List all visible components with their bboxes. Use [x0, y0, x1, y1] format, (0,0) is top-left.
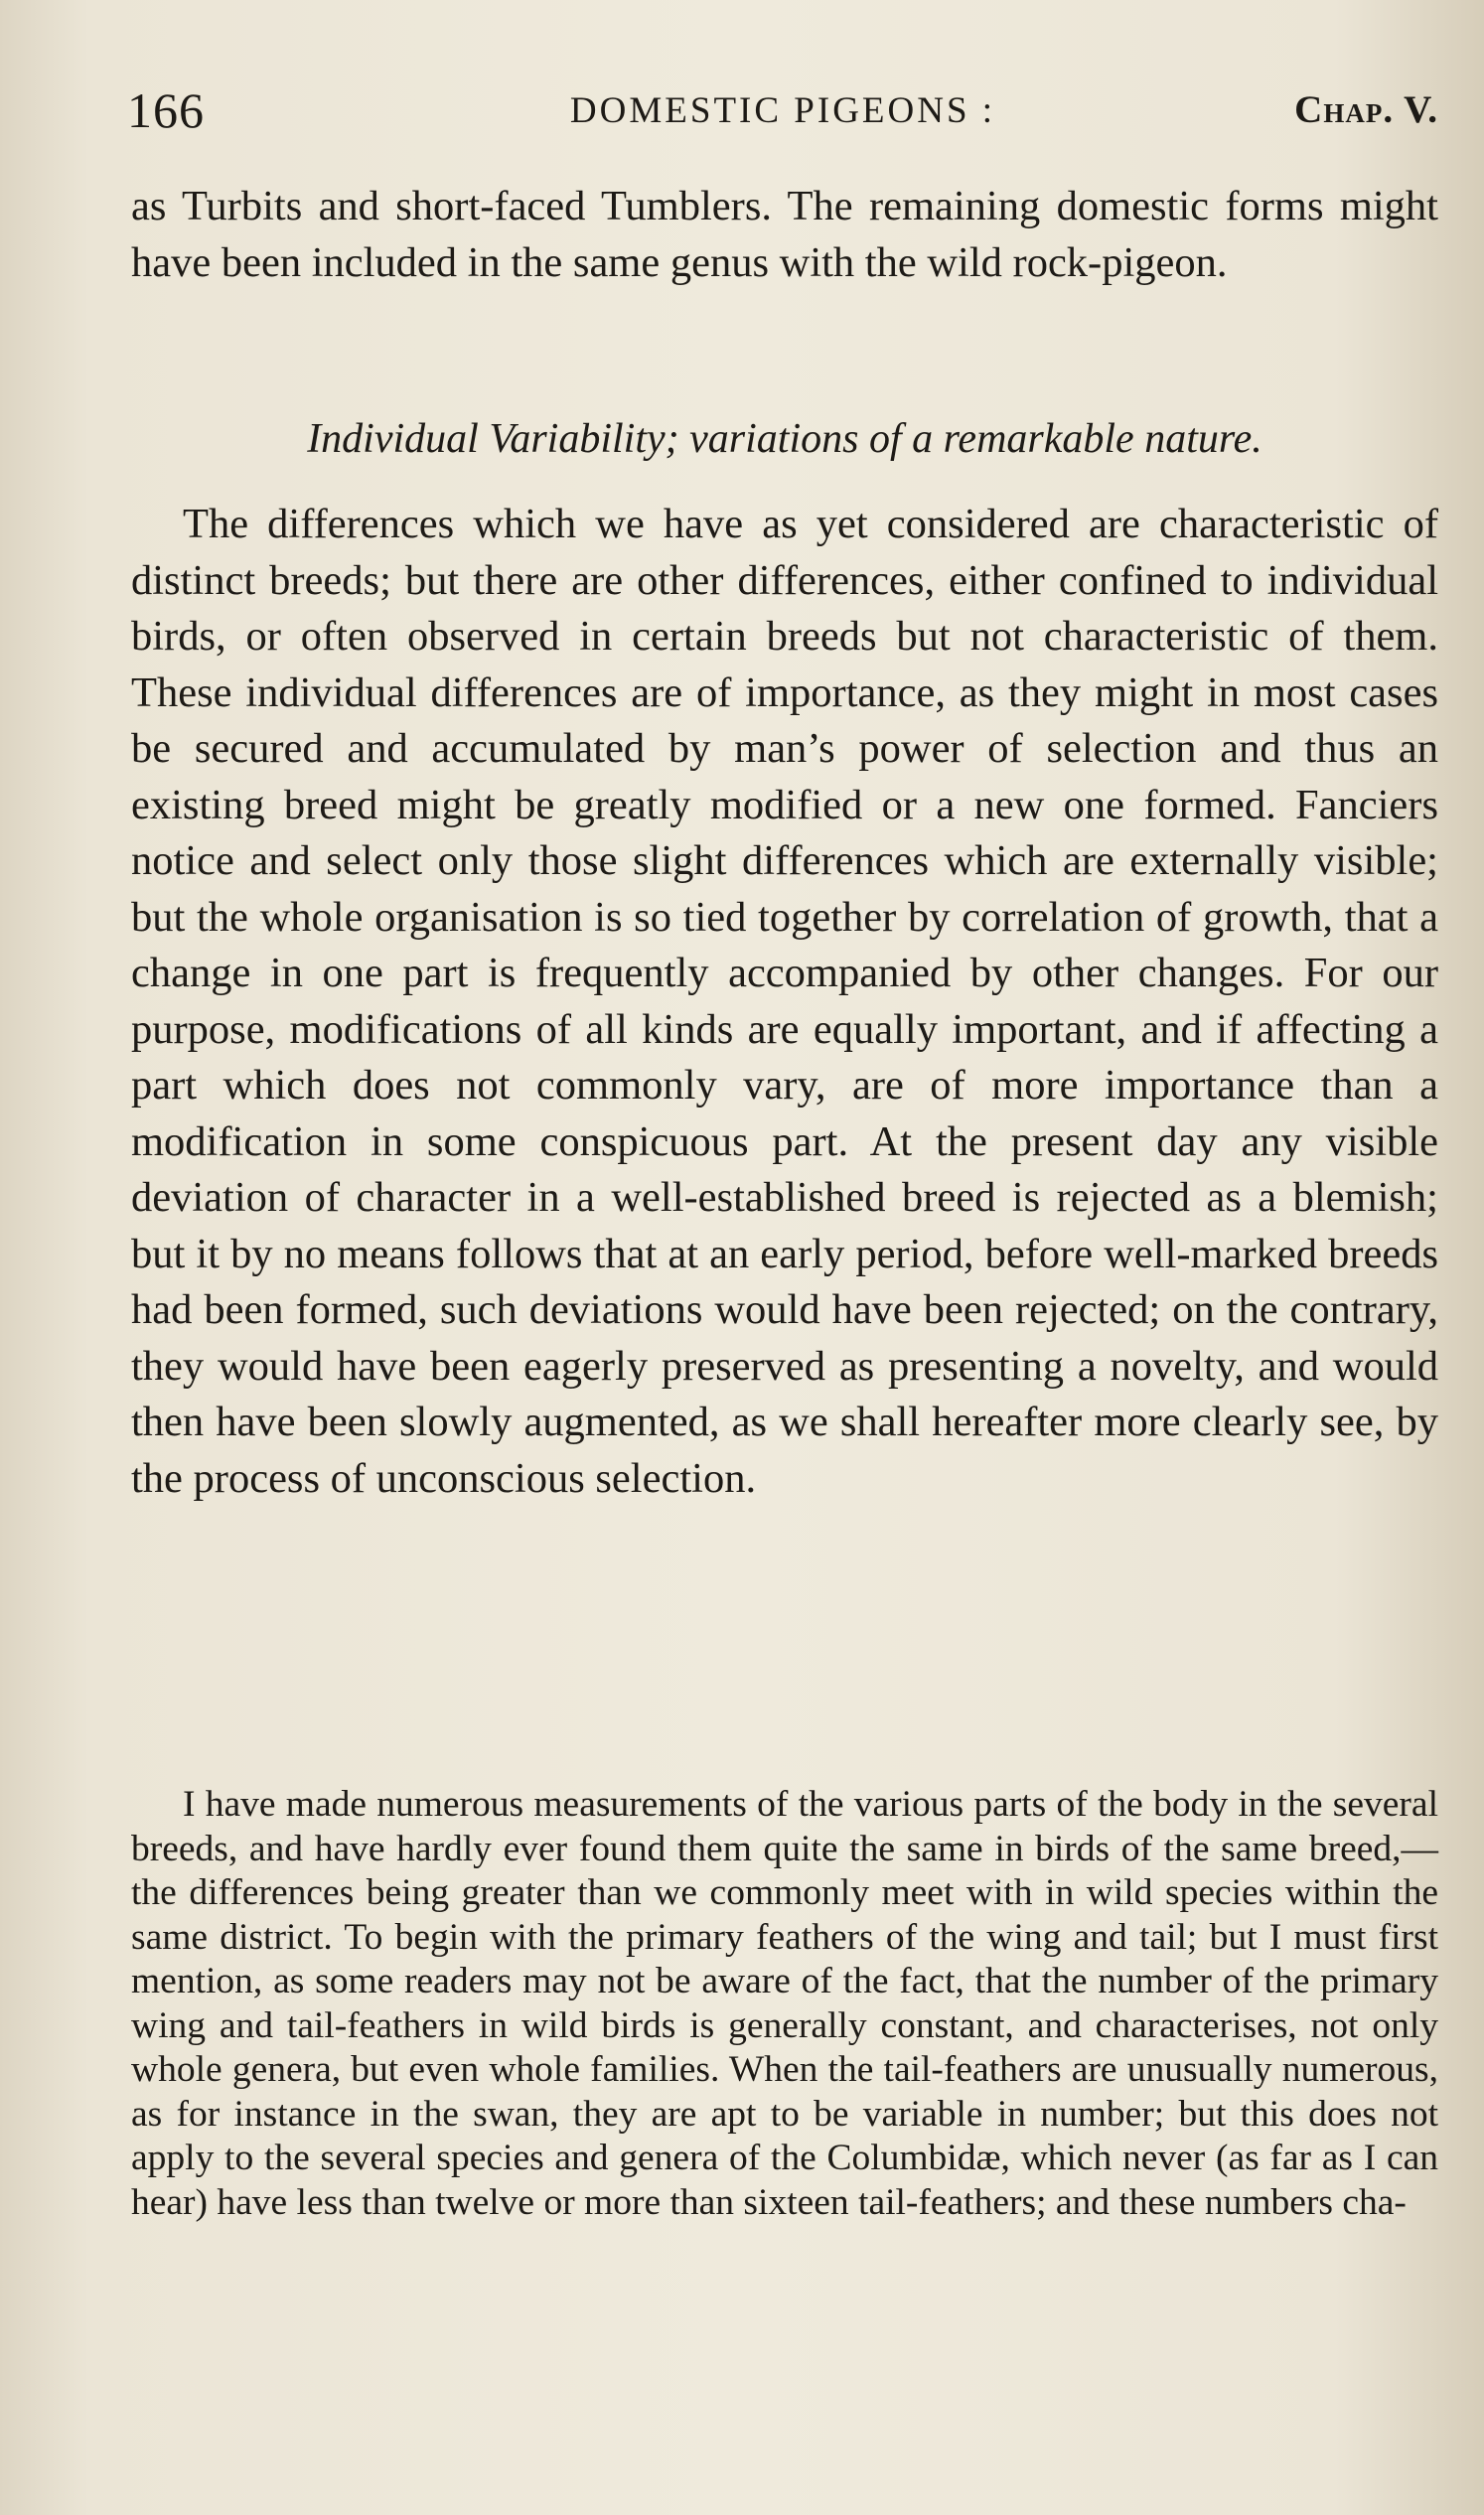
- section-heading: Individual Variability; variations of a remarkable nature.: [307, 416, 1262, 462]
- page-header: [127, 81, 1438, 141]
- paragraph-2-block: [131, 1783, 1438, 2225]
- running-title: DOMESTIC PIGEONS :: [569, 90, 996, 131]
- page-number: 166: [127, 82, 205, 138]
- chapter-label: Chap. V.: [1294, 88, 1438, 131]
- intro-block: [131, 179, 1438, 291]
- paragraph-1: The differences which we have as yet considered are characteristic of distinct breeds; but there are other differences, either confined to individual birds, or often observed in certain breeds but not characteristic of them. These individual differences are of importance, as they might in most cases be secured and accumulated by man’s power of selection and thus an existing breed might be greatly modified or a new one formed. Fanciers notice and select only those slight differences which are externally visible; but the whole organisation is so tied together by correlation of growth, that a change in one part is frequently accompanied by other changes. For our purpose, modifications of all kinds are equally important, and if affecting a part which does not commonly vary, are of more importance than a modification in some conspicuous part. At the present day any visible deviation of character in a well-established breed is rejected as a blemish; but it by no means follows that at an early period, before well-marked breeds had been formed, such deviations would have been rejected; on the contrary, they would have been eagerly preserved as presenting a novelty, and would then have been slowly augmented, as we shall hereafter more clearly see, by the process of unconscious selection.: [131, 501, 1438, 1502]
- intro-paragraph: as Turbits and short-faced Tumblers. The remaining domestic forms might have been included in the same genus with the wild rock-pigeon.: [131, 183, 1438, 286]
- paragraph-1-block: [131, 497, 1438, 1507]
- paragraph-2: I have made numerous measurements of the various parts of the body in the several breeds, and have hardly ever found them quite the same in birds of the same breed,—the differences being greater than we commonly meet with in wild species within the same district. To begin with the primary feathers of the wing and tail; but I must first mention, as some readers may not be aware of the fact, that the number of the primary wing and tail-feathers in wild birds is generally constant, and characterises, not only whole genera, but even whole families. When the tail-feathers are unusually numerous, as for instance in the swan, they are apt to be variable in number; but this does not apply to the several species and genera of the Columbidæ, which never (as far as I can hear) have less than twelve or more than sixteen tail-feathers; and these numbers cha-: [131, 1784, 1438, 2223]
